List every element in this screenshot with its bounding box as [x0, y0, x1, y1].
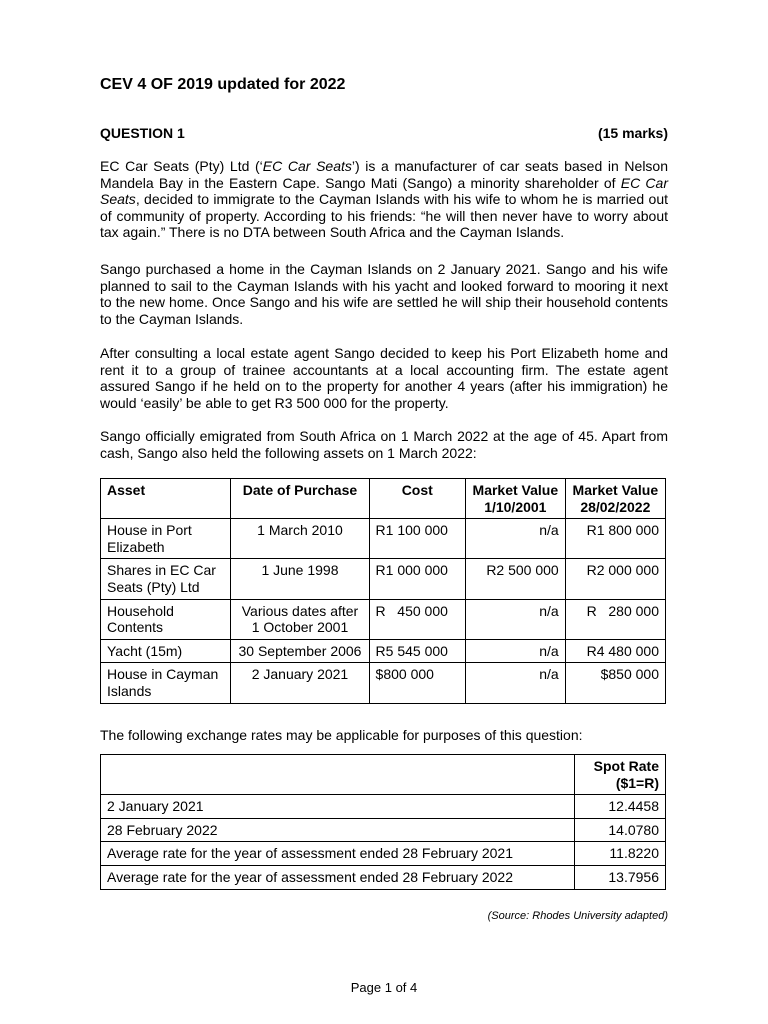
table-row [101, 599, 666, 639]
question-label: QUESTION 1 [100, 125, 185, 141]
table-cell: R 280 000 [565, 599, 665, 639]
question-marks: (15 marks) [597, 125, 668, 141]
source-note: (Source: Rhodes University adapted) [487, 910, 668, 922]
table-cell: $800 000 [369, 663, 465, 703]
table-cell: R1 100 000 [369, 519, 465, 559]
table-cell: 30 September 2006 [231, 639, 369, 663]
table-cell: House in Cayman Islands [101, 663, 231, 703]
table-cell: R 450 000 [369, 599, 465, 639]
table-cell: R1 000 000 [369, 559, 465, 599]
table-cell: Various dates after 1 October 2001 [231, 599, 369, 639]
table-row [101, 865, 666, 889]
table-cell: Yacht (15m) [101, 639, 231, 663]
table-cell: 2 January 2021 [231, 663, 369, 703]
table-cell: n/a [465, 519, 565, 559]
table-cell: 28 February 2022 [101, 818, 575, 842]
column-header: Asset [101, 479, 231, 519]
table-row [101, 639, 666, 663]
assets-table [100, 478, 666, 704]
exchange-rates-table [100, 754, 666, 890]
table-cell: $850 000 [565, 663, 665, 703]
table-cell: 1 March 2010 [231, 519, 369, 559]
table-cell: n/a [465, 599, 565, 639]
table-row [101, 842, 666, 866]
table-row [101, 559, 666, 599]
table-cell: 1 June 1998 [231, 559, 369, 599]
table-row [101, 818, 666, 842]
table-row [101, 795, 666, 819]
column-header: Cost [369, 479, 465, 519]
table-cell: R1 800 000 [565, 519, 665, 559]
table-cell: 12.4458 [575, 795, 666, 819]
table-cell: House in Port Elizabeth [101, 519, 231, 559]
table-cell: R4 480 000 [565, 639, 665, 663]
rates-intro-text: The following exchange rates may be applicable for purposes of this question: [100, 727, 583, 743]
column-header: Date of Purchase [231, 479, 369, 519]
table-cell: R2 500 000 [465, 559, 565, 599]
paragraph-3: After consulting a local estate agent Sango decided to keep his Port Elizabeth home and rent it to a group of trainee accountants at a local accounting firm. The estate agent assured Sango if he held on to the property for another 4 years (after his immigration) he would ‘easily’ be able to get R3 500 000 for the property. [100, 345, 668, 411]
table-row [101, 663, 666, 703]
table-cell: n/a [465, 663, 565, 703]
table-cell: n/a [465, 639, 565, 663]
table-cell: 14.0780 [575, 818, 666, 842]
table-cell: 13.7956 [575, 865, 666, 889]
document-title: CEV 4 OF 2019 updated for 2022 [100, 76, 346, 93]
column-header: Market Value 28/02/2022 [565, 479, 665, 519]
table-cell: R2 000 000 [565, 559, 665, 599]
column-header: Market Value 1/10/2001 [465, 479, 565, 519]
paragraph-4: Sango officially emigrated from South Africa on 1 March 2022 at the age of 45. Apart from cash, Sango also held the following assets on 1 March 2022: [100, 428, 668, 461]
page-number: Page 1 of 4 [350, 980, 418, 995]
rates-header-row [101, 755, 666, 795]
table-cell: Average rate for the year of assessment ended 28 February 2022 [101, 865, 575, 889]
column-header: Spot Rate ($1=R) [575, 755, 666, 795]
table-cell: Average rate for the year of assessment ended 28 February 2021 [101, 842, 575, 866]
paragraph-2: Sango purchased a home in the Cayman Islands on 2 January 2021. Sango and his wife planned to sail to the Cayman Islands with his yacht and looked forward to mooring it next to the new home. Once Sango and his wife are settled he will ship their household contents to the Cayman Islands. [100, 261, 668, 327]
table-row [101, 519, 666, 559]
table-cell: R5 545 000 [369, 639, 465, 663]
assets-header-row [101, 479, 666, 519]
paragraph-1: EC Car Seats (Pty) Ltd (‘EC Car Seats’) is a manufacturer of car seats based in Nelson Mandela Bay in the Eastern Cape. Sango Mati (Sango) a minority shareholder of EC Car Seats, decided to immigrate to the Cayman Islands with his wife to whom he is married out of community of property. According to his friends: “he will then never have to worry about tax again.” There is no DTA between South Africa and the Cayman Islands. [100, 158, 668, 241]
table-cell: 2 January 2021 [101, 795, 575, 819]
column-header-empty [101, 755, 575, 795]
table-cell: Shares in EC Car Seats (Pty) Ltd [101, 559, 231, 599]
table-cell: 11.8220 [575, 842, 666, 866]
table-cell: Household Contents [101, 599, 231, 639]
